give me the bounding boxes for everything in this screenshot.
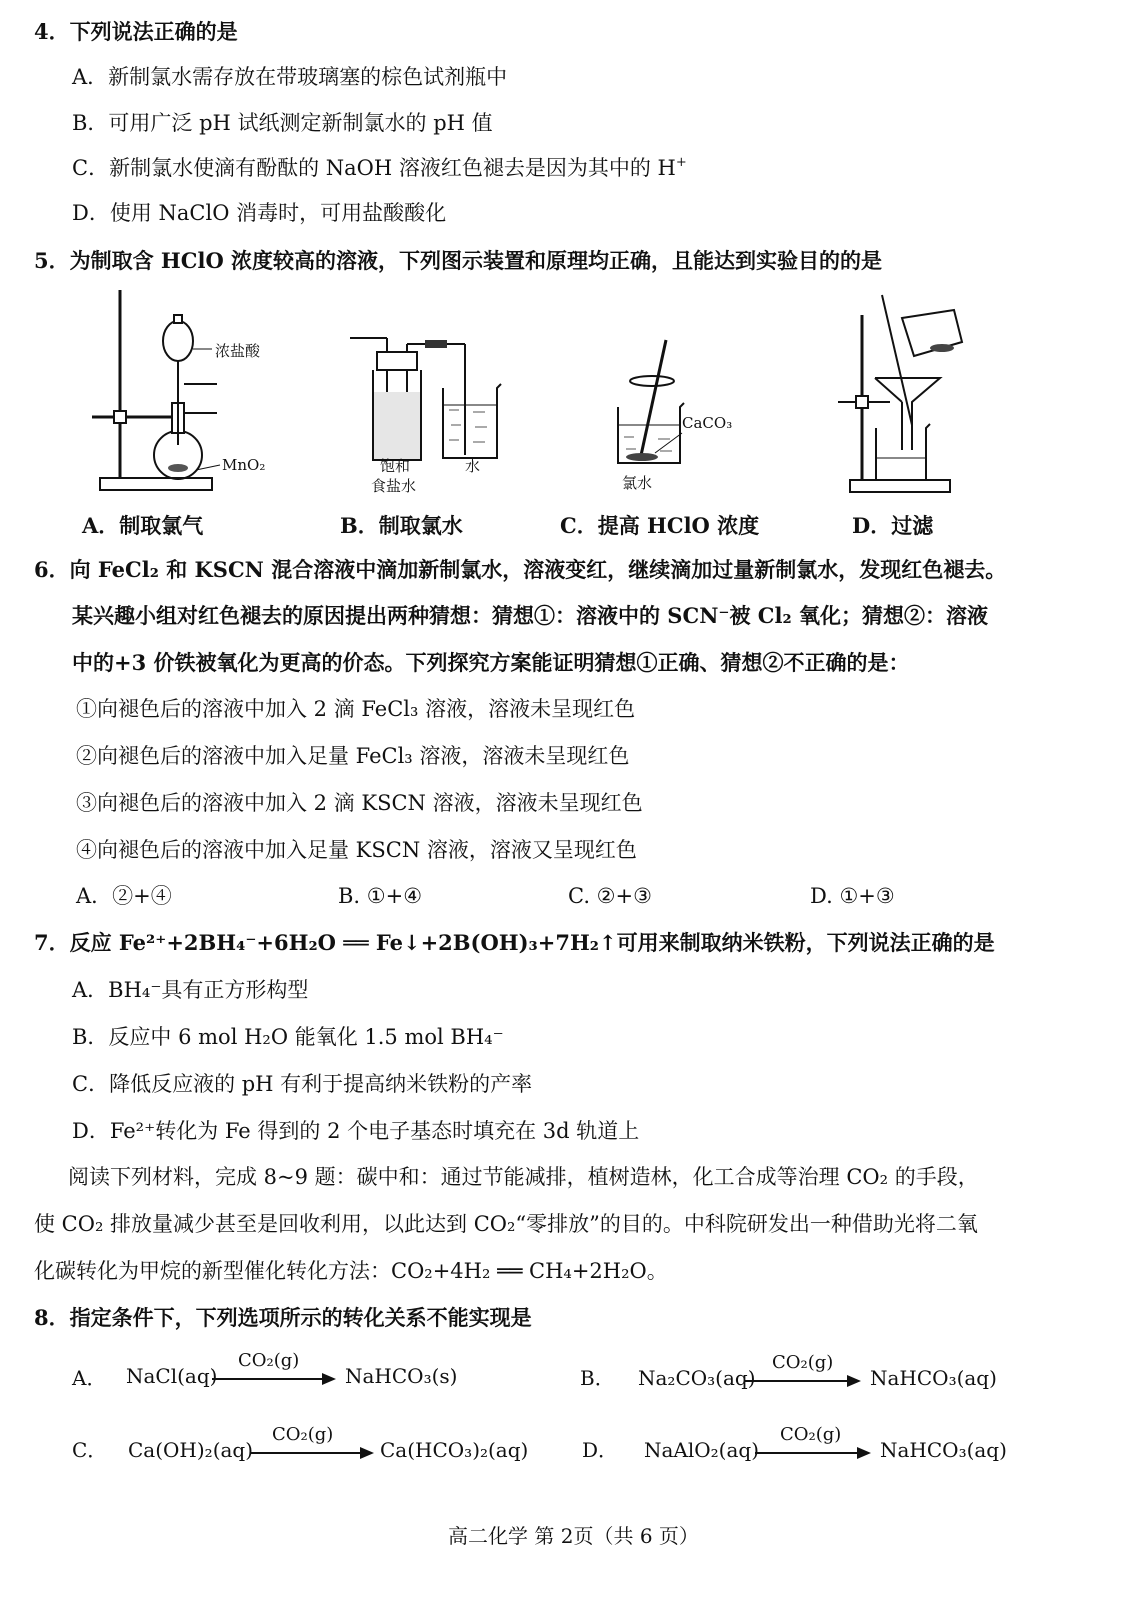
q8-a-condition: CO₂(g) xyxy=(238,1350,300,1371)
q4-option-c xyxy=(72,154,687,186)
q8-d-reactant: NaAlO₂(aq) xyxy=(644,1438,760,1462)
caption-a: A．制取氯气 xyxy=(82,513,204,538)
q6-scheme-3: ③向褪色后的溶液中加入 2 滴 KSCN 溶液，溶液未呈现红色 xyxy=(76,791,643,815)
q6-scheme-4: ④向褪色后的溶液中加入足量 KSCN 溶液，溶液又呈现红色 xyxy=(76,838,637,862)
q6-scheme-2: ②向褪色后的溶液中加入足量 FeCl₃ 溶液，溶液未呈现红色 xyxy=(76,744,630,768)
q7-option-c: C．降低反应液的 pH 有利于提高纳米铁粉的产率 xyxy=(72,1072,533,1096)
label-mno2: MnO₂ xyxy=(222,456,266,474)
q4-stem: 4．下列说法正确的是 xyxy=(34,19,238,44)
q8-d-arrow xyxy=(755,1446,872,1460)
q8-c-reactant: Ca(OH)₂(aq) xyxy=(128,1438,254,1462)
q6-line-3: 中的+3 价铁被氧化为更高的价态。下列探究方案能证明猜想①正确、猜想②不正确的是： xyxy=(72,650,910,675)
q8-a-label: A． xyxy=(72,1366,107,1390)
label-saturated-brine-2: 食盐水 xyxy=(371,477,417,495)
q4-option-c-sup: + xyxy=(675,155,687,170)
q8-stem: 8．指定条件下，下列选项所示的转化关系不能实现是 xyxy=(34,1305,532,1330)
apparatus-d-filtration xyxy=(830,290,970,500)
label-water: 水 xyxy=(465,457,481,475)
q8-b-label: B． xyxy=(580,1366,615,1390)
q8-c-product: Ca(HCO₃)₂(aq) xyxy=(380,1438,529,1462)
q8-b-arrow xyxy=(745,1374,862,1388)
q8-c-condition: CO₂(g) xyxy=(272,1424,334,1445)
q6-line-1: 6．向 FeCl₂ 和 KSCN 混合溶液中滴加新制氯水，溶液变红，继续滴加过量新制氯水，发现红色褪去。 xyxy=(34,557,1007,582)
reading-line-1: 阅读下列材料，完成 8~9 题：碳中和：通过节能减排，植树造林，化工合成等治理 CO₂ 的手段， xyxy=(68,1165,979,1189)
label-concentrated-hcl: 浓盐酸 xyxy=(215,342,261,360)
q8-a-arrow xyxy=(212,1372,337,1386)
page-footer: 高二化学 第 2页（共 6 页） xyxy=(448,1524,699,1548)
label-chlorine-water: 氯水 xyxy=(622,474,653,492)
q8-d-label: D． xyxy=(582,1438,619,1462)
q4-option-a: A．新制氯水需存放在带玻璃塞的棕色试剂瓶中 xyxy=(72,65,508,89)
reading-line-2: 使 CO₂ 排放量减少甚至是回收利用，以此达到 CO₂“零排放”的目的。中科院研发出一种借助光将二氧 xyxy=(34,1212,978,1236)
q8-b-product: NaHCO₃(aq) xyxy=(870,1366,997,1390)
q8-c-label: C． xyxy=(72,1438,108,1462)
label-caco3: CaCO₃ xyxy=(682,414,733,432)
q8-a-reactant: NaCl(aq) xyxy=(126,1364,218,1388)
q5-stem: 5．为制取含 HClO 浓度较高的溶液，下列图示装置和原理均正确，且能达到实验目的的是 xyxy=(34,248,883,273)
label-saturated-brine-1: 饱和 xyxy=(380,457,411,475)
q8-b-condition: CO₂(g) xyxy=(772,1352,834,1373)
q8-c-arrow xyxy=(250,1446,375,1460)
q6-line-2: 某兴趣小组对红色褪去的原因提出两种猜想：猜想①：溶液中的 SCN⁻被 Cl₂ 氧化；猜想②：溶液 xyxy=(72,603,988,628)
caption-d: D．过滤 xyxy=(852,513,934,538)
q6-option-b: B. ①+④ xyxy=(338,884,423,908)
q4-option-d: D．使用 NaClO 消毒时，可用盐酸酸化 xyxy=(72,201,447,225)
q8-d-product: NaHCO₃(aq) xyxy=(880,1438,1007,1462)
q6-option-d: D. ①+③ xyxy=(810,884,895,908)
q4-option-b: B．可用广泛 pH 试纸测定新制氯水的 pH 值 xyxy=(72,111,493,135)
apparatus-b-chlorine-water xyxy=(345,330,510,480)
q6-scheme-1: ①向褪色后的溶液中加入 2 滴 FeCl₃ 溶液，溶液未呈现红色 xyxy=(76,697,636,721)
apparatus-c-caco3-beaker xyxy=(600,335,700,470)
caption-b: B．制取氯水 xyxy=(340,513,463,538)
reading-line-3: 化碳转化为甲烷的新型催化转化方法：CO₂+4H₂ ══ CH₄+2H₂O。 xyxy=(34,1259,668,1283)
q8-b-reactant: Na₂CO₃(aq) xyxy=(638,1366,756,1390)
q7-stem: 7．反应 Fe²⁺+2BH₄⁻+6H₂O ══ Fe↓+2B(OH)₃+7H₂↑可用来制取纳米铁粉，下列说法正确的是 xyxy=(34,930,995,955)
q8-a-product: NaHCO₃(s) xyxy=(345,1364,458,1388)
q8-d-condition: CO₂(g) xyxy=(780,1424,842,1445)
q4-option-c-text: C．新制氯水使滴有酚酞的 NaOH 溶液红色褪去是因为其中的 H xyxy=(72,156,676,180)
caption-c: C．提高 HClO 浓度 xyxy=(560,513,760,538)
q6-option-c: C. ②+③ xyxy=(568,884,652,908)
q7-option-b: B．反应中 6 mol H₂O 能氧化 1.5 mol BH₄⁻ xyxy=(72,1025,504,1049)
q7-option-a: A．BH₄⁻具有正方形构型 xyxy=(72,978,309,1002)
q6-option-a: A．②+④ xyxy=(76,884,172,908)
q7-option-d: D．Fe²⁺转化为 Fe 得到的 2 个电子基态时填充在 3d 轨道上 xyxy=(72,1119,640,1143)
